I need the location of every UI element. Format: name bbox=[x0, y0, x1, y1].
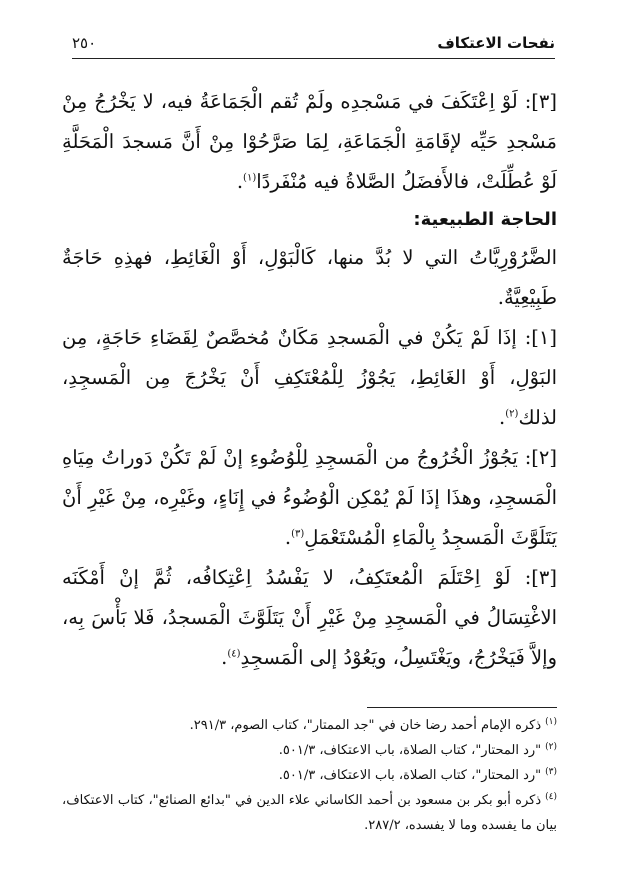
footnote-2 bbox=[62, 738, 557, 763]
item-number: [٣]: bbox=[524, 566, 557, 589]
footnote-number: (٣) bbox=[545, 766, 557, 777]
paragraph-end: . bbox=[221, 646, 228, 669]
paragraph-5 bbox=[62, 558, 557, 678]
separator-line bbox=[367, 707, 557, 708]
paragraph-text: إذَا لَمْ يَكُنْ في الْمَسجدِ مَكَانٌ مُخصَّصٌ لِقَضَاءِ حَاجَةٍ، مِن البَوْلِ، أَوْ الغَائِطِ، يَجُوْزُ لِلْمُعْتَكِفِ أَنْ يَخْرُجَ مِن الْمَسجِدِ، لذلك bbox=[62, 326, 557, 429]
footnotes bbox=[62, 713, 557, 838]
paragraph-text: يَجُوْزُ الْخُرُوجُ من الْمَسجِدِ لِلْوُضُوءِ إنْ لَمْ تَكُنْ دَوراتُ مِيَاهِ الْمَسجِدِ، وهذَا إذَا لَمْ يُمْكِن الْوُضُوءُ في إِنَاءٍ، وغَيْرِه، مِنْ غَيْرِ أَنْ يَتَلَوَّثَ الْمَسجِدُ بِالْمَاءِ الْمُسْتَعْمَلِ bbox=[62, 446, 557, 549]
footnote-ref[interactable]: (٣) bbox=[291, 528, 305, 540]
footnote-text: "رد المحتار"، كتاب الصلاة، باب الاعتكاف، ٥٠١/٣. bbox=[278, 743, 542, 758]
item-number: [٢]: bbox=[524, 446, 557, 469]
item-number: [١]: bbox=[524, 326, 557, 349]
footnote-ref[interactable]: (٤) bbox=[227, 648, 241, 660]
footnote-text: ذكره أبو بكر بن مسعود بن أحمد الكاساني علاء الدين في "بدائع الصنائع"، كتاب الاعتكاف، بيان ما يفسده وما لا يفسده، ٢٨٧/٢. bbox=[62, 793, 557, 833]
footnote-text: ذكره الإمام أحمد رضا خان في "جد الممتار"، كتاب الصوم، ٢٩١/٣. bbox=[189, 718, 542, 733]
paragraph-end: . bbox=[499, 406, 506, 429]
paragraph-1 bbox=[62, 82, 557, 202]
paragraph-4 bbox=[62, 438, 557, 558]
item-number: [٣]: bbox=[524, 90, 557, 113]
footnote-1 bbox=[62, 713, 557, 738]
paragraph-3 bbox=[62, 318, 557, 438]
paragraph-end: . bbox=[236, 170, 244, 193]
page-number: ٢٥٠ bbox=[72, 34, 97, 52]
running-title: نفحات الاعتكاف bbox=[437, 34, 555, 52]
footnote-number: (٤) bbox=[545, 791, 557, 802]
footnote-ref[interactable]: (١) bbox=[243, 172, 257, 184]
paragraph-2: الضَّرُوْرِيَّاتُ التي لا بُدَّ منها، كَالْبَوْلِ، أَوْ الْغَائِطِ، فهذِهِ حَاجَةٌ طَبِيْعِيَّةٌ. bbox=[62, 246, 557, 309]
footnote-number: (١) bbox=[545, 716, 557, 727]
page-header bbox=[72, 34, 555, 59]
paragraph-text: لَوْ اِعْتَكَفَ في مَسْجدِه ولَمْ تُقم الْجَمَاعَةُ فيه، لا يَخْرُجُ مِنْ مَسْجدِ حَيِّه لإقَامَةِ الْجَمَاعَةِ، لِمَا صَرَّحُوْا مِنْ أَنَّ مَسجدَ الْمَحَلَّةِ لَوْ عُطِّلَتْ، فالأَفضَلُ الصَّلاةُ فيه مُنْفَردًا bbox=[62, 90, 557, 193]
footnote-text: "رد المحتار"، كتاب الصلاة، باب الاعتكاف، ٥٠١/٣. bbox=[278, 768, 542, 783]
footnote-number: (٢) bbox=[545, 741, 557, 752]
main-text bbox=[62, 82, 557, 678]
footnote-3 bbox=[62, 763, 557, 788]
footnote-ref[interactable]: (٢) bbox=[505, 408, 519, 420]
section-heading: الحاجة الطبيعية: bbox=[413, 209, 557, 230]
paragraph-end: . bbox=[284, 526, 292, 549]
paragraph-text: لَوْ اِحْتَلَمَ الْمُعتَكِفُ، لا يَفْسُدُ اِعْتِكافُه، ثُمَّ إنْ أَمْكَنَه الاغْتِسَالُ في الْمَسجِدِ مِنْ غَيْرِ أَنْ يَتَلَوَّثَ الْمَسجدُ، فَلا بَأْسَ بِه، وإلاَّ فَيَخْرُجُ، ويَغْتَسِلُ، ويَعُوْدُ إلى الْمَسجِدِ bbox=[62, 566, 557, 669]
footnote-4 bbox=[62, 788, 557, 838]
